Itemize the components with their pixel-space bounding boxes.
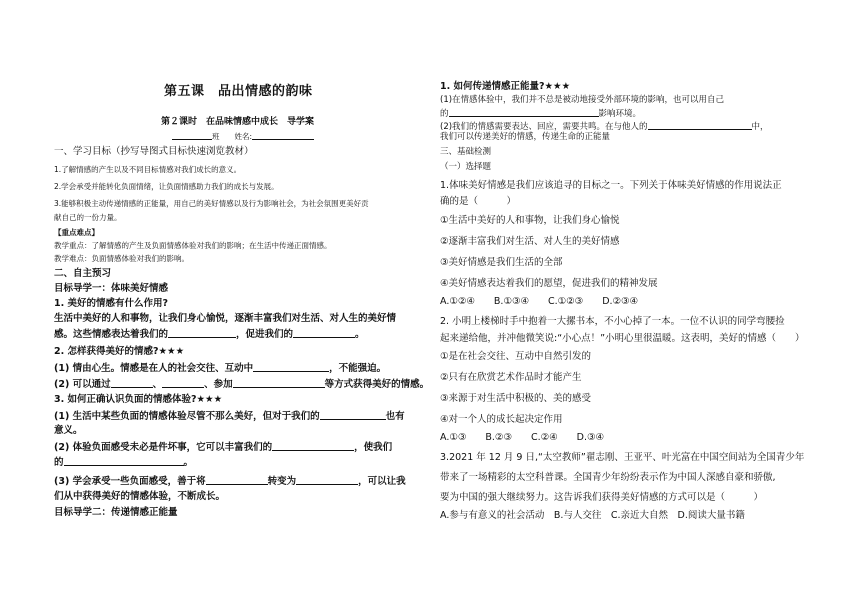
question-1: 1. 美好的情感有什么作用?	[54, 298, 169, 309]
choice-heading: （一）选择题	[440, 162, 492, 172]
choice-2-stem-cont: 起来递给他，并冲他微笑说:“小心点！”小明心里很温暖。这表明，美好的情感（ ）	[440, 333, 805, 344]
goal-3: 3.能够积极主动传递情感的正能量，用自己的美好情感以及行为影响社会，为社会氛围更美好贡	[54, 199, 369, 208]
goal-2: 2.学会承受并能转化负面情绪，让负面情感助力我们的成长与发展。	[54, 182, 279, 191]
choice-1-answers: A.①②④ B.①③④ C.①②③ D.②③④	[440, 296, 639, 307]
choice-3-stem-cont-2: 要为中国的强大继续努力。这告诉我们获得美好情感的方式可以是（ ）	[440, 492, 764, 503]
goal-3-cont: 献自己的一份力量。	[54, 213, 122, 222]
guide-2-heading: 目标导学二：传递情感正能量	[54, 507, 178, 518]
key-difficult-heading: 【重点难点】	[54, 228, 99, 237]
lesson-title: 第五课 品出情感的韵味	[164, 84, 313, 99]
teaching-difficult-point: 教学难点：负面情感体验对我们的影响。	[54, 254, 189, 263]
section-2-heading: 二、自主预习	[54, 268, 112, 279]
q2-item-2: (2) 可以通过 、 、参加 等方式获得美好的情感。	[54, 379, 430, 390]
question-2: 2. 怎样获得美好的情感?★★★	[54, 346, 185, 357]
q1-answer-line2: 感。这些情感表达着我们的 ，促进我们的 。	[54, 329, 365, 340]
choice-2-option-2: ②只有在欣赏艺术作品时才能产生	[440, 372, 582, 383]
right-question-1: 1. 如何传递情感正能量?★★★	[440, 81, 571, 92]
teaching-key-point: 教学重点：了解情感的产生及负面情感体验对我们的影响；在生活中传递正面情感。	[54, 241, 332, 250]
choice-2-option-3: ③来源于对生活中积极的、美的感受	[440, 393, 592, 404]
right-q1-item-1: (1)在情感体验中，我们并不总是被动地接受外部环境的影响，也可以用自己	[440, 95, 725, 105]
q3-item-3: (3) 学会承受一些负面感受，善于将 转变为 ，可以让我	[54, 476, 406, 487]
choice-3-stem: 3.2021 年 12 月 9 日,“太空教师”翟志刚、王亚平、叶光富在中国空间站为全国青少年	[440, 452, 805, 463]
guide-1-heading: 目标导学一：体味美好情感	[54, 283, 169, 294]
right-q1-item-1-cont: 的 影响环境。	[440, 109, 642, 119]
lesson-subtitle: 第２课时 在品味情感中成长 导学案	[161, 117, 315, 127]
q2-item-1: (1) 情由心生。情感是在人的社会交往、互动中 ，不能强迫。	[54, 363, 387, 374]
section-3-heading: 三、基础检测	[440, 147, 492, 157]
right-q1-item-2: (2)我们的情感需要表达、回应，需要共鸣。在与他人的 中，	[440, 122, 769, 132]
choice-1-option-4: ④美好情感表达着我们的愿望，促进我们的精神发展	[440, 278, 658, 289]
choice-3-stem-cont: 带来了一场精彩的太空科普课。全国青少年纷纷表示作为中国人深感自豪和骄傲,	[440, 472, 776, 483]
section-1-heading: 一、学习目标（抄写导图式目标快速浏览教材）	[54, 146, 254, 157]
choice-2-option-4: ④对一个人的成长起决定作用	[440, 414, 563, 425]
choice-2-answers: A.①③ B.②③ C.②④ D.③④	[440, 432, 605, 443]
name-line: 班 姓名:	[172, 130, 314, 142]
q3-item-1-cont: 意义。	[54, 425, 83, 436]
q3-item-3-cont: 们从中获得美好的情感体验，不断成长。	[54, 491, 226, 502]
choice-1-stem: 1.体味美好情感是我们应该追寻的目标之一。下列关于体味美好情感的作用说法正	[440, 180, 782, 191]
choice-1-stem-cont: 确的是（ ）	[440, 196, 517, 207]
q1-answer-line1: 生活中美好的人和事物，让我们身心愉悦，逐渐丰富我们对生活、对人生的美好情	[54, 313, 397, 324]
q3-item-2: (2) 体验负面感受未必是件坏事，它可以丰富我们的 ，使我们	[54, 442, 393, 453]
choice-2-option-1: ①是在社会交往、互动中自然引发的	[440, 351, 592, 362]
goal-1: 1.了解情感的产生以及不同目标情感对我们成长的意义。	[54, 165, 242, 174]
q3-item-2-cont: 的 。	[54, 457, 194, 468]
right-q1-item-2-cont: 我们可以传递美好的情感，传递生命的正能量	[440, 132, 611, 142]
choice-1-option-2: ②逐渐丰富我们对生活、对人生的美好情感	[440, 236, 620, 247]
q3-item-1: (1) 生活中某些负面的情感体验尽管不那么美好，但对于我们的 也有	[54, 411, 405, 422]
choice-2-stem: 2. 小明上楼梯时手中抱着一大摞书本，不小心掉了一本。一位不认识的同学弯腰捡	[440, 316, 785, 327]
choice-1-option-1: ①生活中美好的人和事物，让我们身心愉悦	[440, 215, 620, 226]
choice-3-answers: A.参与有意义的社会活动 B.与人交往 C.亲近大自然 D.阅读大量书籍	[440, 510, 745, 521]
choice-1-option-3: ③美好情感是我们生活的全部	[440, 257, 563, 268]
question-3: 3. 如何正确认识负面的情感体验?★★★	[54, 394, 223, 405]
